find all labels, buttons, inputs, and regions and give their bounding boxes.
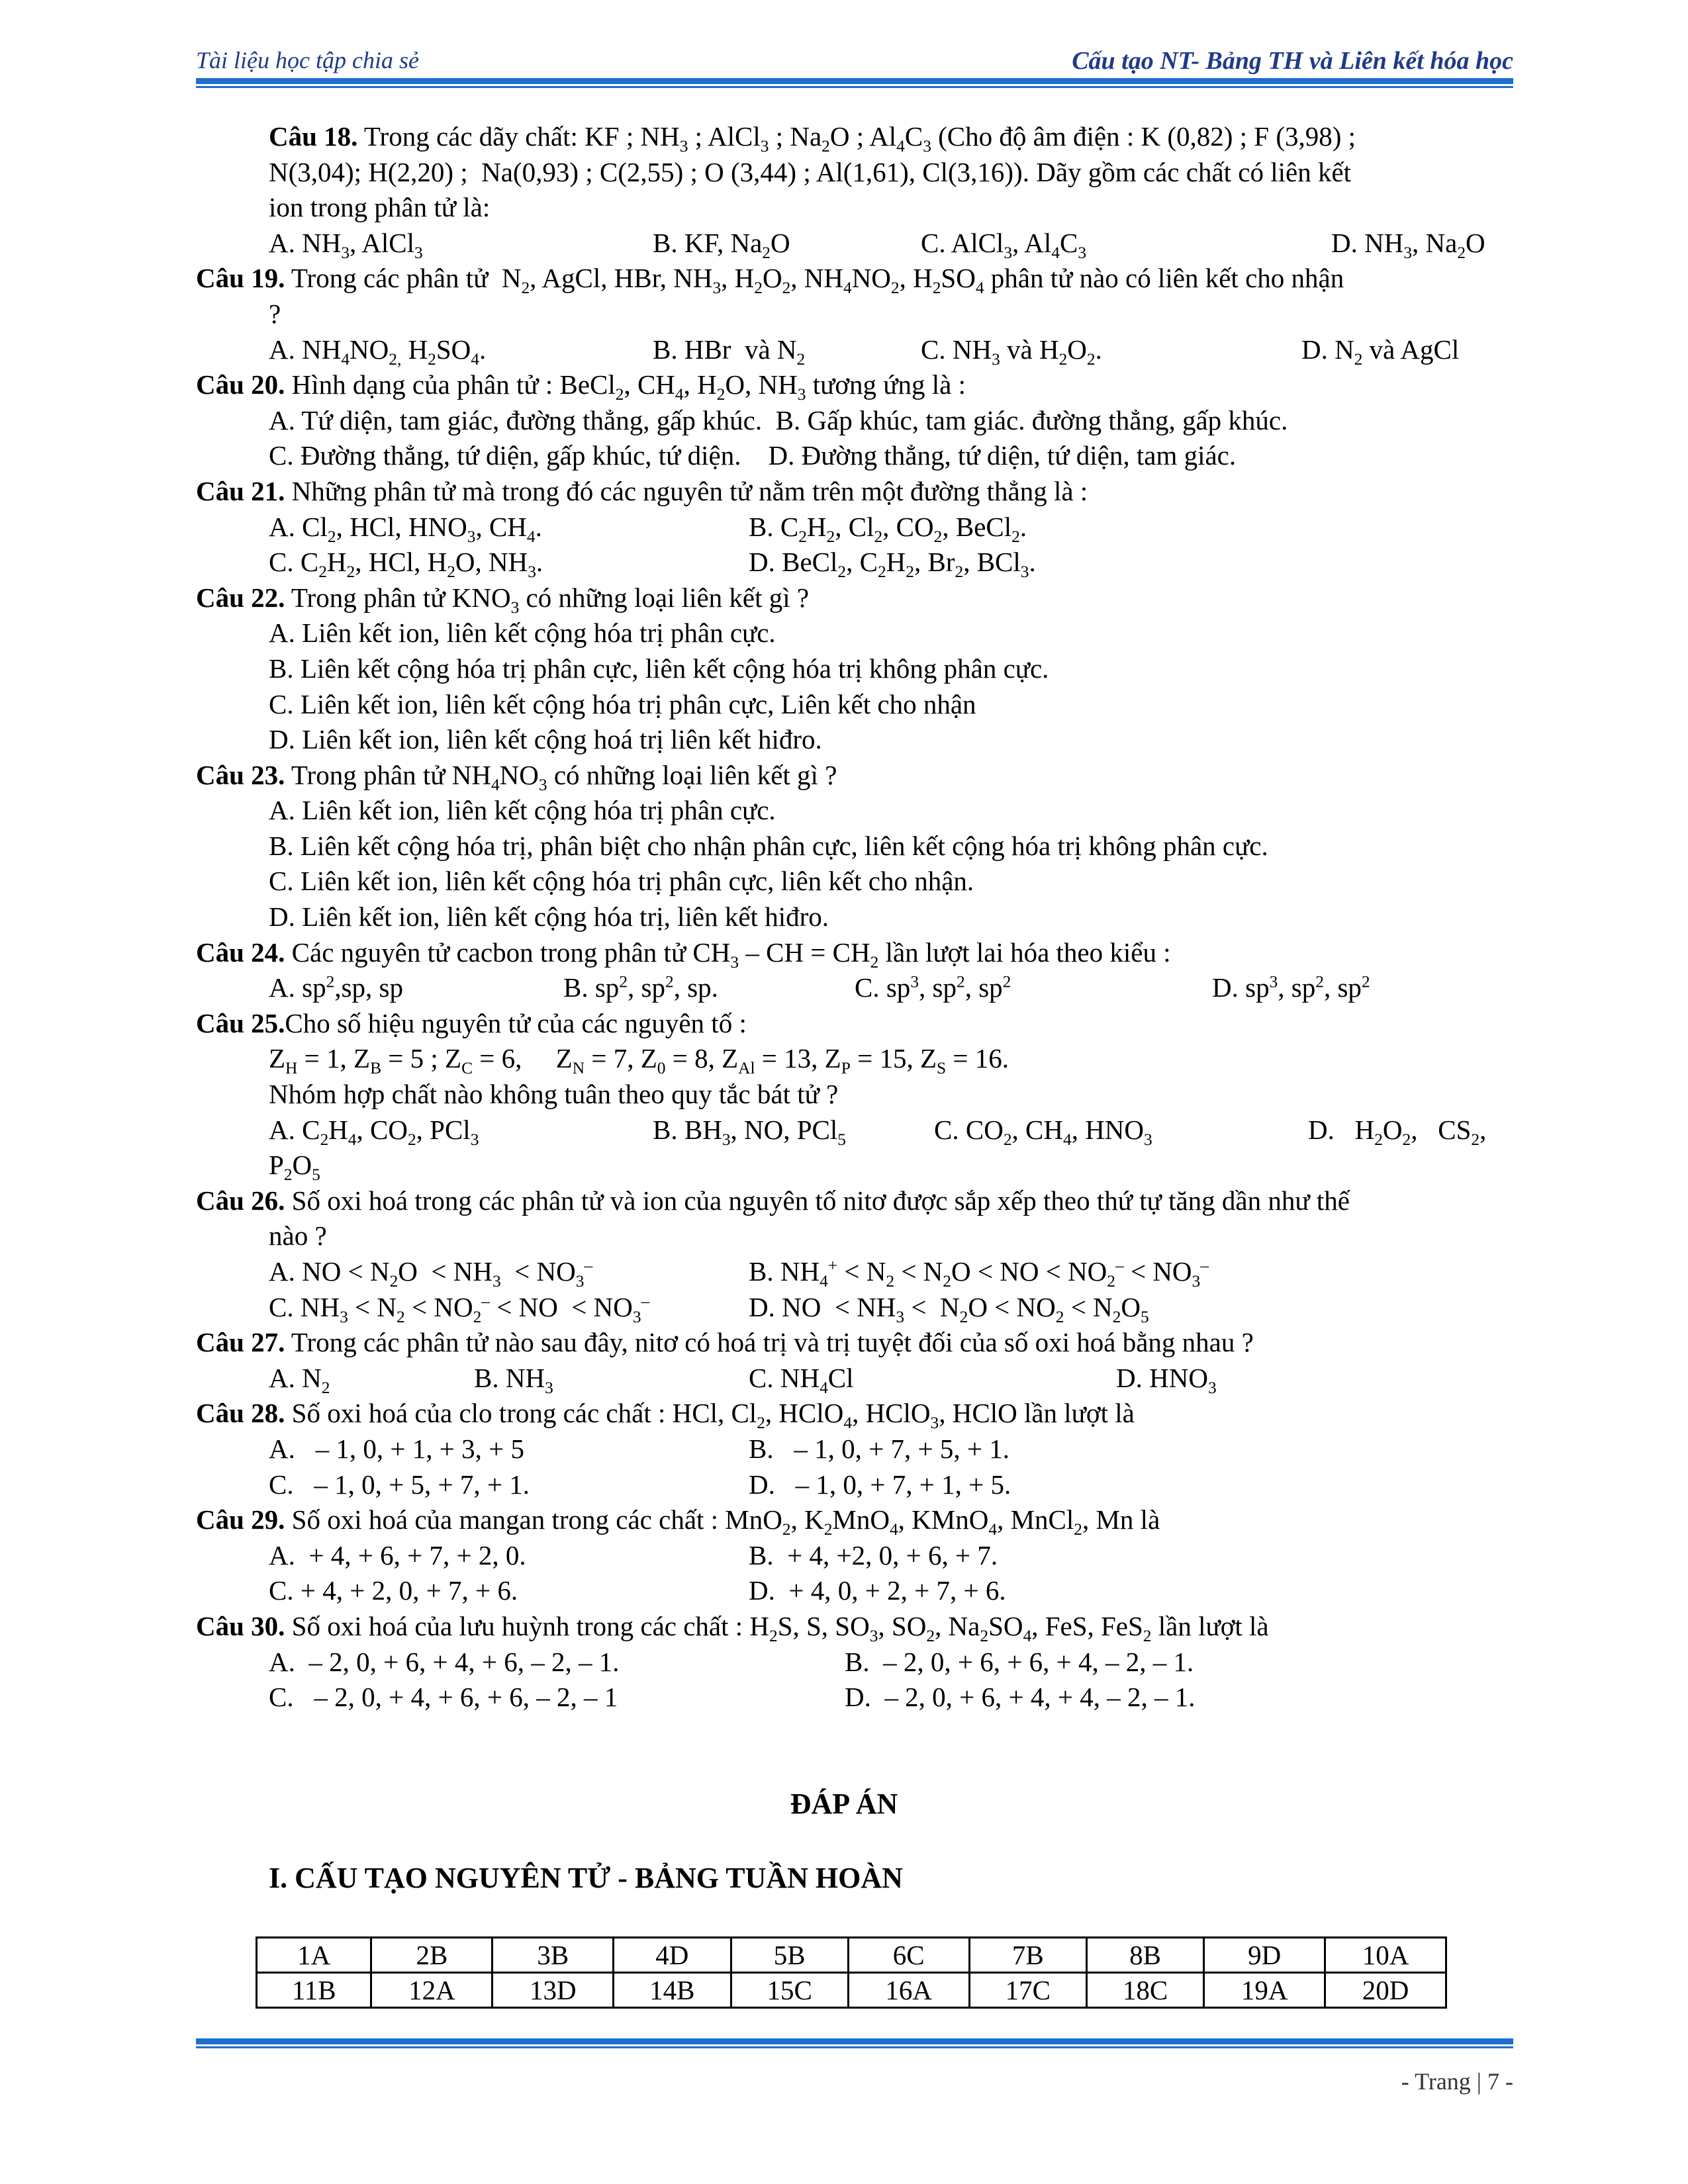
options-28-ab bbox=[196, 1432, 1513, 1467]
question-19-line2: ? bbox=[269, 298, 281, 329]
option-25d: D. $H_2O_2$, $CS_2$, bbox=[1308, 1114, 1487, 1149]
question-26: Câu 26. Số oxi hoá trong các phân tử và ion của nguyên tố nitơ được sắp xếp theo thứ tự tăng dần như thế bbox=[196, 1185, 1350, 1216]
answer-cell: 9D bbox=[1204, 1938, 1325, 1973]
answer-cell: 3B bbox=[492, 1938, 614, 1973]
question-28: Câu 28. Số oxi hoá của clo trong các chất : HCl, $Cl_2$, HClO$_4$, HClO$_3$, HClO lần lượt là bbox=[196, 1398, 1135, 1433]
option-19c: C. $NH_3$ và $H_2O_2$. bbox=[921, 334, 1102, 369]
question-20: Câu 20. Hình dạng của phân tử : BeCl$_2$, $CH_4$, $H_2O$, $NH_3$ tương ứng là : bbox=[196, 369, 966, 404]
option-24a: A. $sp^2,sp$, sp bbox=[269, 972, 403, 1003]
question-19: Câu 19. Trong các phân tử $N_2$, AgCl, HBr, $NH_3$, $H_2O_2$, $NH_4NO_2$, $H_2SO_4$ phân tử nào có liên kết cho nhận bbox=[196, 263, 1344, 298]
answer-cell: 8B bbox=[1086, 1938, 1203, 1973]
option-25d-line2: $P_2O_5$ bbox=[269, 1150, 320, 1185]
option-23d: D. Liên kết ion, liên kết cộng hóa trị, liên kết hiđro. bbox=[269, 901, 829, 933]
option-29b: B. + 4, +2, 0, + 6, + 7. bbox=[749, 1539, 998, 1570]
answer-cell: 17C bbox=[969, 1973, 1086, 2008]
option-18a: A. $NH_3$, AlCl$_3$ bbox=[269, 227, 423, 262]
option-25a: A. $C_2H_4$, $CO_2$, PCl$_3$ bbox=[269, 1114, 479, 1149]
option-25c: C. $CO_2$, $CH_4$, $HNO_3$ bbox=[934, 1114, 1152, 1149]
question-26-line2: nào ? bbox=[269, 1220, 327, 1251]
option-23b: B. Liên kết cộng hóa trị, phân biệt cho nhận phân cực, liên kết cộng hóa trị không phân cực. bbox=[269, 830, 1268, 861]
options-19 bbox=[196, 332, 1513, 368]
option-27d: D. $HNO_3$ bbox=[1116, 1362, 1217, 1397]
header-rule bbox=[196, 78, 1513, 84]
option-30a: A. – 2, 0, + 6, + 4, + 6, – 2, – 1. bbox=[269, 1646, 620, 1677]
answer-cell: 5B bbox=[731, 1938, 848, 1973]
answer-cell: 7B bbox=[969, 1938, 1086, 1973]
options-30-cd bbox=[196, 1680, 1513, 1715]
answer-cell: 12A bbox=[371, 1973, 492, 2008]
option-26c: C. $NH_3 < N_2 < NO_2^-$ < NO < $NO_3^-$ bbox=[269, 1291, 650, 1326]
option-18b: B. KF, $Na_2O$ bbox=[653, 227, 790, 262]
answer-table bbox=[256, 1936, 1447, 2009]
footer-rule-thin bbox=[196, 2046, 1513, 2048]
answer-cell: 20D bbox=[1325, 1973, 1446, 2008]
option-23a: A. Liên kết ion, liên kết cộng hóa trị phân cực. bbox=[269, 795, 776, 826]
answer-cell: 6C bbox=[848, 1938, 969, 1973]
options-29-cd bbox=[196, 1573, 1513, 1609]
options-28-cd bbox=[196, 1467, 1513, 1503]
question-21: Câu 21. Những phân tử mà trong đó các nguyên tử nằm trên một đường thẳng là : bbox=[196, 475, 1088, 506]
question-25-line3: Nhóm hợp chất nào không tuân theo quy tắc bát tử ? bbox=[269, 1079, 839, 1110]
option-30d: D. – 2, 0, + 6, + 4, + 4, – 2, – 1. bbox=[845, 1682, 1196, 1713]
question-25-line2: $Z_H = 1$, $Z_B = 5$ ; $Z_C = 6$, $Z_N = 7$, $Z_0 = 8$, $Z_{Al} = 13$, $Z_P = 15$, $Z_S = 16$. bbox=[269, 1043, 1009, 1078]
question-29: Câu 29. Số oxi hoá của mangan trong các chất : MnO$_2$, $K_2MnO_4$, KMnO$_4$, MnCl$_2$, Mn là bbox=[196, 1504, 1160, 1539]
question-24: Câu 24. Các nguyên tử cacbon trong phân tử $CH_3$ – CH = $CH_2$ lần lượt lai hóa theo kiểu : bbox=[196, 936, 1171, 972]
table-row bbox=[257, 1938, 1446, 1973]
options-20-ab: A. Tứ diện, tam giác, đường thẳng, gấp khúc. B. Gấp khúc, tam giác. đường thẳng, gấp khúc. bbox=[269, 404, 1288, 435]
option-19d: D. $N_2$ và AgCl bbox=[1301, 334, 1460, 369]
question-18-line3: ion trong phân tử là: bbox=[269, 192, 491, 223]
options-30-ab bbox=[196, 1645, 1513, 1680]
option-28a: A. – 1, 0, + 1, + 3, + 5 bbox=[269, 1433, 524, 1464]
table-row bbox=[257, 1973, 1446, 2008]
options-26-ab bbox=[196, 1254, 1513, 1290]
option-24d: D. $sp^3$, $sp^2$, $sp^2$ bbox=[1212, 972, 1370, 1003]
answer-cell: 19A bbox=[1204, 1973, 1325, 2008]
options-21-ab bbox=[196, 510, 1513, 545]
option-24c: C. $sp^3$, $sp^2$, $sp^2$ bbox=[855, 972, 1011, 1003]
answer-cell: 14B bbox=[614, 1973, 731, 2008]
option-26b: B. $NH_4^+ < N_2 < N_2O$ < NO < $NO_2^- < NO_3^-$ bbox=[749, 1256, 1209, 1291]
option-27c: C. $NH_4Cl$ bbox=[749, 1362, 854, 1397]
answer-cell: 4D bbox=[614, 1938, 731, 1973]
options-25 bbox=[196, 1113, 1513, 1148]
options-29-ab bbox=[196, 1538, 1513, 1574]
option-25d-extra: P bbox=[269, 1150, 284, 1181]
option-28c: C. – 1, 0, + 5, + 7, + 1. bbox=[269, 1469, 530, 1500]
answer-title: ĐÁP ÁN bbox=[790, 1788, 898, 1820]
answer-cell: 15C bbox=[731, 1973, 848, 2008]
answer-cell: 13D bbox=[492, 1973, 614, 2008]
option-23c: C. Liên kết ion, liên kết cộng hóa trị phân cực, liên kết cho nhận. bbox=[269, 866, 974, 897]
question-30: Câu 30. Số oxi hoá của lưu huỳnh trong các chất : $H_2S$, S, $SO_3$, $SO_2$, $Na_2SO_4$, FeS, FeS$_2$ lần lượt là bbox=[196, 1610, 1269, 1646]
question-25: Câu 25.Cho số hiệu nguyên tử của các nguyên tố : bbox=[196, 1007, 747, 1038]
question-22: Câu 22. Trong phân tử $KNO_3$ có những loại liên kết gì ? bbox=[196, 582, 810, 617]
option-25b: B. $BH_3$, NO, PCl$_5$ bbox=[653, 1114, 846, 1149]
option-28b: B. – 1, 0, + 7, + 5, + 1. bbox=[749, 1433, 1009, 1464]
question-list bbox=[196, 119, 1513, 1715]
answer-cell: 2B bbox=[371, 1938, 492, 1973]
options-26-cd bbox=[196, 1290, 1513, 1326]
option-22c: C. Liên kết ion, liên kết cộng hóa trị phân cực, Liên kết cho nhận bbox=[269, 688, 976, 719]
option-24b: B. $sp^2$, $sp^2$, sp. bbox=[563, 972, 718, 1003]
option-29a: A. + 4, + 6, + 7, + 2, 0. bbox=[269, 1539, 526, 1570]
options-24 bbox=[196, 970, 1513, 1006]
option-29d: D. + 4, 0, + 2, + 7, + 6. bbox=[749, 1575, 1006, 1606]
option-21d: D. BeCl$_2$, $C_2H_2$, $Br_2$, BCl$_3$. bbox=[749, 547, 1036, 582]
option-26d: D. NO < $NH_3 < N_2O < NO_2 < N_2O_5$ bbox=[749, 1291, 1149, 1326]
options-18 bbox=[196, 226, 1513, 261]
option-22d: D. Liên kết ion, liên kết cộng hoá trị liên kết hiđro. bbox=[269, 724, 822, 755]
option-18d: D. $NH_3$, $Na_2O$ bbox=[1331, 227, 1485, 262]
option-18c: C. AlCl$_3$, $Al_4C_3$ bbox=[921, 227, 1087, 262]
options-27 bbox=[196, 1361, 1513, 1396]
question-18-line2: N(3,04); H(2,20) ; Na(0,93) ; C(2,55) ; O (3,44) ; Al(1,61), Cl(3,16)). Dãy gồm các chất có liên kết bbox=[269, 156, 1352, 187]
question-23: Câu 23. Trong phân tử $NH_4NO_3$ có những loại liên kết gì ? bbox=[196, 759, 837, 794]
answer-cell: 18C bbox=[1086, 1973, 1203, 2008]
option-21c: C. $C_2H_2$, HCl, $H_2O$, $NH_3$. bbox=[269, 547, 543, 582]
footer-rule bbox=[196, 2038, 1513, 2044]
option-22a: A. Liên kết ion, liên kết cộng hóa trị phân cực. bbox=[269, 617, 776, 649]
section-title: I. CẤU TẠO NGUYÊN TỬ - BẢNG TUẦN HOÀN bbox=[269, 1862, 903, 1894]
page-number: - Trang | 7 - bbox=[1401, 2068, 1513, 2095]
option-27b: B. $NH_3$ bbox=[474, 1362, 553, 1397]
answer-cell: 16A bbox=[848, 1973, 969, 2008]
option-30b: B. – 2, 0, + 6, + 6, + 4, – 2, – 1. bbox=[845, 1646, 1194, 1677]
option-28d: D. – 1, 0, + 7, + 1, + 5. bbox=[749, 1469, 1011, 1500]
question-18: Câu 18. Trong các dãy chất: KF ; $NH_3$ ; AlCl$_3$ ; $Na_2O$ ; $Al_4C_3$ (Cho độ âm điện : K (0,82) ; F (3,98) ; bbox=[269, 121, 1356, 156]
option-22b: B. Liên kết cộng hóa trị phân cực, liên kết cộng hóa trị không phân cực. bbox=[269, 653, 1049, 684]
option-30c: C. – 2, 0, + 4, + 6, + 6, – 2, – 1 bbox=[269, 1682, 618, 1713]
option-19a: A. $NH_4NO_{2,}$ $H_2SO_4$. bbox=[269, 334, 487, 369]
answer-cell: 11B bbox=[257, 1973, 371, 2008]
page-header bbox=[196, 46, 1513, 75]
option-21b: B. $C_2H_2$, $Cl_2$, $CO_2$, BeCl$_2$. bbox=[749, 511, 1027, 546]
header-right-text: Cấu tạo NT- Bảng TH và Liên kết hóa học bbox=[1072, 47, 1513, 75]
option-19b: B. HBr và $N_2$ bbox=[653, 334, 806, 369]
options-21-cd bbox=[196, 545, 1513, 580]
answer-cell: 1A bbox=[257, 1938, 371, 1973]
header-left-text: Tài liệu học tập chia sẻ bbox=[196, 47, 419, 73]
option-29c: C. + 4, + 2, 0, + 7, + 6. bbox=[269, 1575, 518, 1606]
question-27: Câu 27. Trong các phân tử nào sau đây, nitơ có hoá trị và trị tuyệt đối của số oxi hoá bằng nhau ? bbox=[196, 1327, 1254, 1358]
options-20-cd: C. Đường thẳng, tứ diện, gấp khúc, tứ diện. D. Đường thẳng, tứ diện, tứ diện, tam giác. bbox=[269, 440, 1237, 471]
header-rule-thin bbox=[196, 86, 1513, 88]
answer-cell: 10A bbox=[1325, 1938, 1446, 1973]
option-27a: A. $N_2$ bbox=[269, 1362, 330, 1397]
option-26a: A. NO < $N_2O < NH_3 < NO_3^-$ bbox=[269, 1256, 593, 1291]
option-21a: A. $Cl_2$, HCl, $HNO_3$, $CH_4$. bbox=[269, 511, 542, 546]
